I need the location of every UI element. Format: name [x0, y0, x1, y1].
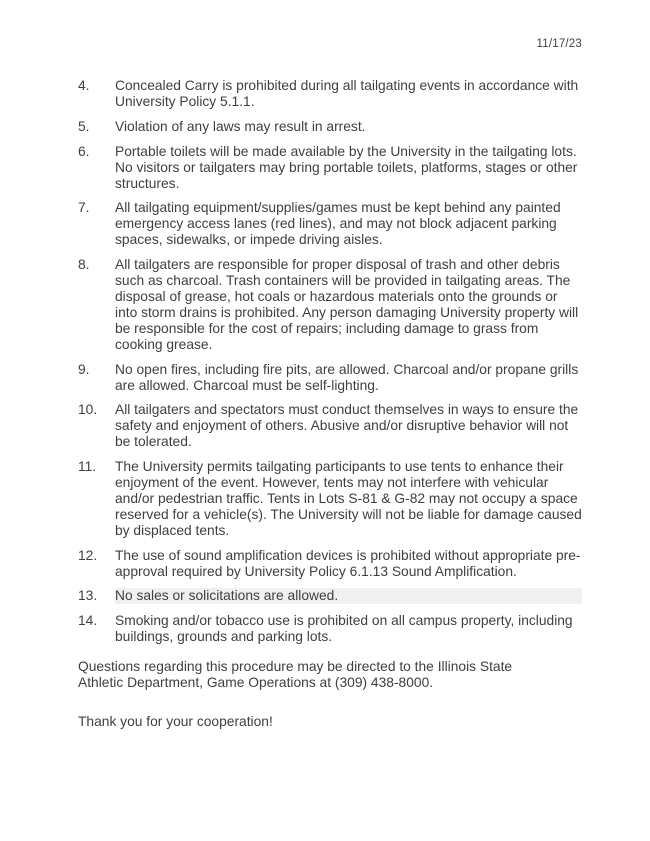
- list-item: [78, 119, 582, 135]
- header-date: 11/17/23: [536, 38, 582, 50]
- list-item-text: All tailgaters and spectators must conduct themselves in ways to ensure the safety and enjoyment of others. Abusive and/or disruptive behavior will not be tolerated.: [115, 402, 579, 450]
- list-item: [78, 459, 582, 539]
- list-item-text: No sales or solicitations are allowed.: [115, 588, 582, 604]
- list-item-text: Smoking and/or tobacco use is prohibited on all campus property, including buildings, grounds and parking lots.: [115, 613, 573, 645]
- list-item: [78, 588, 582, 604]
- list-item-number: 7.: [78, 200, 90, 216]
- list-item-text: Concealed Carry is prohibited during all tailgating events in accordance with University Policy 5.1.1.: [115, 78, 579, 109]
- list-item: [78, 402, 582, 450]
- list-item: [78, 257, 582, 352]
- list-item-number: 12.: [78, 547, 98, 563]
- list-item-text: Portable toilets will be made available by the University in the tailgating lots. No visitors or tailgaters may bring portable toilets, platforms, stages or other structures.: [115, 143, 578, 191]
- list-item-text: The University permits tailgating participants to use tents to enhance their enjoyment of the event. However, tents may not interfere with vehicular and/or pedestrian traffic. Tents in Lots S-81 & G-82 may not occupy a space reserved for a vehicle(s). The University will not be liable for damage caused by displaced tents.: [115, 459, 582, 538]
- list-item-number: 11.: [78, 459, 97, 475]
- list-item-number: 5.: [78, 118, 90, 134]
- list-item-number: 8.: [78, 257, 90, 273]
- list-item-number: 4.: [78, 78, 90, 93]
- list-item: [78, 78, 582, 110]
- closing-paragraph: Questions regarding this procedure may be directed to the Illinois State Athletic Department, Game Operations at (309) 438-8000.: [78, 659, 513, 691]
- list-item: [78, 200, 582, 248]
- list-item-text: The use of sound amplification devices is prohibited without appropriate pre-approval required by University Policy 6.1.13 Sound Amplification.: [115, 547, 581, 579]
- numbered-list: [78, 78, 582, 645]
- list-item: [78, 613, 582, 645]
- list-item-number: 13.: [78, 588, 98, 604]
- list-item-text: All tailgating equipment/supplies/games must be kept behind any painted emergency access lanes (red lines), and may not block adjacent parking spaces, sidewalks, or impede driving aisles.: [115, 200, 561, 248]
- thank-you-line: Thank you for your cooperation!: [78, 714, 273, 729]
- list-item: [78, 548, 582, 580]
- list-item-text: Violation of any laws may result in arrest.: [115, 118, 366, 134]
- list-item-text: All tailgaters are responsible for proper disposal of trash and other debris such as charcoal. Trash containers will be provided in tailgating areas. The disposal of grease, hot coals or hazardous materials onto the grounds or into storm drains is prohibited. Any person damaging University property will be responsible for the cost of repairs; including damage to grass from cooking grease.: [115, 257, 579, 352]
- list-item-text: No open fires, including fire pits, are allowed. Charcoal and/or propane grills are allowed. Charcoal must be self-lighting.: [115, 361, 579, 393]
- list-item-number: 9.: [78, 361, 90, 377]
- list-item-number: 6.: [78, 143, 90, 159]
- list-item: [78, 362, 582, 394]
- list-item: [78, 144, 582, 192]
- list-item-number: 10.: [78, 402, 98, 418]
- list-item-number: 14.: [78, 613, 98, 629]
